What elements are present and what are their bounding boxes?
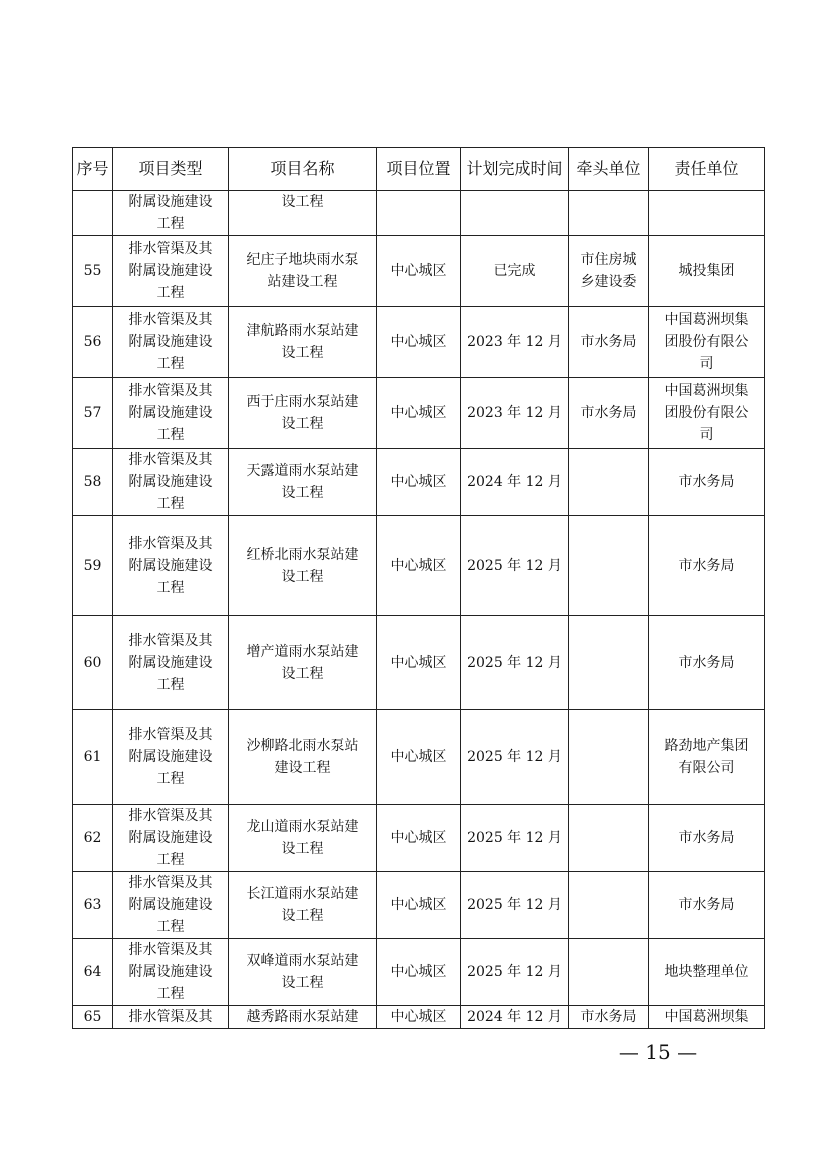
cell-resp-unit: 市水务局 xyxy=(649,805,765,872)
table-row xyxy=(73,236,765,307)
cell-type: 排水管渠及其 附属设施建设 工程 xyxy=(113,872,229,939)
cell-location: 中心城区 xyxy=(377,616,461,710)
cell-resp-unit: 城投集团 xyxy=(649,236,765,307)
header-lead-unit: 牵头单位 xyxy=(569,148,649,191)
cell-name: 沙柳路北雨水泵站 建设工程 xyxy=(229,710,377,805)
cell-type: 排水管渠及其 附属设施建设 工程 xyxy=(113,939,229,1006)
cell-type: 排水管渠及其 附属设施建设 工程 xyxy=(113,449,229,516)
cell-location: 中心城区 xyxy=(377,516,461,616)
cell-time xyxy=(461,191,569,236)
cell-type: 排水管渠及其 附属设施建设 工程 xyxy=(113,236,229,307)
header-time: 计划完成时间 xyxy=(461,148,569,191)
cell-no: 64 xyxy=(73,939,113,1006)
cell-type: 排水管渠及其 附属设施建设 工程 xyxy=(113,805,229,872)
table-row xyxy=(73,516,765,616)
table-row xyxy=(73,1006,765,1029)
cell-no: 62 xyxy=(73,805,113,872)
table-row xyxy=(73,872,765,939)
table-body xyxy=(73,191,765,1029)
cell-time: 2024 年 12 月 xyxy=(461,449,569,516)
cell-lead-unit xyxy=(569,939,649,1006)
table-row xyxy=(73,378,765,449)
cell-time: 2023 年 12 月 xyxy=(461,378,569,449)
cell-resp-unit: 中国葛洲坝集 团股份有限公 司 xyxy=(649,307,765,378)
cell-location: 中心城区 xyxy=(377,449,461,516)
cell-time: 2025 年 12 月 xyxy=(461,516,569,616)
table-row xyxy=(73,616,765,710)
table-row xyxy=(73,805,765,872)
cell-name: 双峰道雨水泵站建 设工程 xyxy=(229,939,377,1006)
cell-type: 排水管渠及其 附属设施建设 工程 xyxy=(113,307,229,378)
table-row xyxy=(73,191,765,236)
cell-name: 龙山道雨水泵站建 设工程 xyxy=(229,805,377,872)
cell-resp-unit: 市水务局 xyxy=(649,616,765,710)
cell-no: 65 xyxy=(73,1006,113,1029)
table-row xyxy=(73,939,765,1006)
cell-location: 中心城区 xyxy=(377,805,461,872)
cell-lead-unit: 市住房城 乡建设委 xyxy=(569,236,649,307)
cell-location: 中心城区 xyxy=(377,872,461,939)
cell-type: 排水管渠及其 xyxy=(113,1006,229,1029)
cell-lead-unit xyxy=(569,872,649,939)
cell-resp-unit: 市水务局 xyxy=(649,872,765,939)
cell-time: 已完成 xyxy=(461,236,569,307)
cell-location: 中心城区 xyxy=(377,710,461,805)
cell-no xyxy=(73,191,113,236)
cell-location: 中心城区 xyxy=(377,236,461,307)
table-row xyxy=(73,307,765,378)
cell-lead-unit: 市水务局 xyxy=(569,378,649,449)
cell-time: 2024 年 12 月 xyxy=(461,1006,569,1029)
cell-resp-unit: 中国葛洲坝集 团股份有限公 司 xyxy=(649,378,765,449)
cell-lead-unit: 市水务局 xyxy=(569,1006,649,1029)
cell-location: 中心城区 xyxy=(377,939,461,1006)
cell-resp-unit: 地块整理单位 xyxy=(649,939,765,1006)
cell-type: 排水管渠及其 附属设施建设 工程 xyxy=(113,616,229,710)
cell-lead-unit xyxy=(569,616,649,710)
cell-time: 2025 年 12 月 xyxy=(461,872,569,939)
cell-location: 中心城区 xyxy=(377,378,461,449)
header-location: 项目位置 xyxy=(377,148,461,191)
page-number: — 15 — xyxy=(618,1040,698,1064)
cell-time: 2025 年 12 月 xyxy=(461,805,569,872)
cell-resp-unit: 市水务局 xyxy=(649,449,765,516)
cell-name: 增产道雨水泵站建 设工程 xyxy=(229,616,377,710)
cell-resp-unit xyxy=(649,191,765,236)
cell-name: 天露道雨水泵站建 设工程 xyxy=(229,449,377,516)
cell-type: 排水管渠及其 附属设施建设 工程 xyxy=(113,516,229,616)
table-row xyxy=(73,710,765,805)
cell-resp-unit: 中国葛洲坝集 xyxy=(649,1006,765,1029)
cell-type: 排水管渠及其 附属设施建设 工程 xyxy=(113,378,229,449)
cell-name: 红桥北雨水泵站建 设工程 xyxy=(229,516,377,616)
cell-no: 61 xyxy=(73,710,113,805)
cell-no: 55 xyxy=(73,236,113,307)
cell-lead-unit: 市水务局 xyxy=(569,307,649,378)
cell-no: 58 xyxy=(73,449,113,516)
table-row xyxy=(73,449,765,516)
cell-lead-unit xyxy=(569,805,649,872)
cell-lead-unit xyxy=(569,710,649,805)
cell-location: 中心城区 xyxy=(377,307,461,378)
cell-location xyxy=(377,191,461,236)
header-type: 项目类型 xyxy=(113,148,229,191)
cell-time: 2025 年 12 月 xyxy=(461,710,569,805)
cell-time: 2025 年 12 月 xyxy=(461,939,569,1006)
cell-name: 津航路雨水泵站建 设工程 xyxy=(229,307,377,378)
cell-no: 56 xyxy=(73,307,113,378)
cell-name: 长江道雨水泵站建 设工程 xyxy=(229,872,377,939)
cell-no: 59 xyxy=(73,516,113,616)
cell-no: 63 xyxy=(73,872,113,939)
project-table xyxy=(72,147,765,1029)
cell-resp-unit: 路劲地产集团 有限公司 xyxy=(649,710,765,805)
cell-location: 中心城区 xyxy=(377,1006,461,1029)
cell-type: 附属设施建设 工程 xyxy=(113,191,229,236)
cell-lead-unit xyxy=(569,191,649,236)
cell-type: 排水管渠及其 附属设施建设 工程 xyxy=(113,710,229,805)
cell-no: 57 xyxy=(73,378,113,449)
cell-name: 西于庄雨水泵站建 设工程 xyxy=(229,378,377,449)
header-resp-unit: 责任单位 xyxy=(649,148,765,191)
cell-name: 纪庄子地块雨水泵 站建设工程 xyxy=(229,236,377,307)
cell-no: 60 xyxy=(73,616,113,710)
header-name: 项目名称 xyxy=(229,148,377,191)
cell-time: 2023 年 12 月 xyxy=(461,307,569,378)
table-header-row xyxy=(73,148,765,191)
cell-name: 设工程 xyxy=(229,191,377,236)
cell-name: 越秀路雨水泵站建 xyxy=(229,1006,377,1029)
cell-lead-unit xyxy=(569,449,649,516)
cell-lead-unit xyxy=(569,516,649,616)
header-no: 序号 xyxy=(73,148,113,191)
cell-time: 2025 年 12 月 xyxy=(461,616,569,710)
cell-resp-unit: 市水务局 xyxy=(649,516,765,616)
